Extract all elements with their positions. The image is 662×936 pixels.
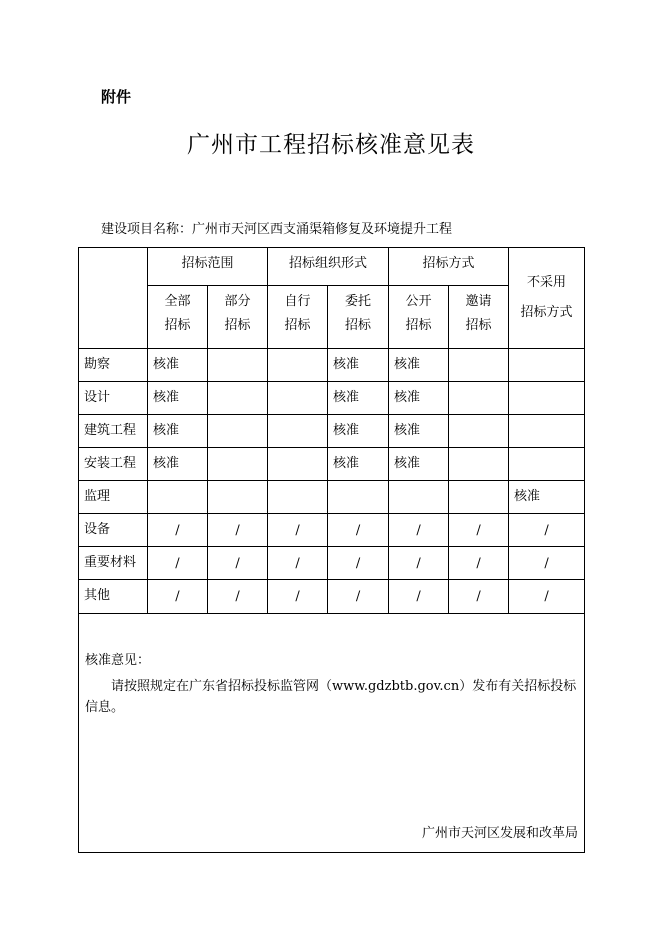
table-row <box>79 514 585 547</box>
header-no-bidding-line1: 不采用 <box>527 275 567 290</box>
table-cell: / <box>449 580 509 614</box>
table-cell: 核准 <box>389 349 449 382</box>
table-cell <box>509 448 585 481</box>
table-cell: / <box>449 514 509 547</box>
row-label: 监理 <box>79 481 148 514</box>
table-row <box>79 547 585 580</box>
table-cell: / <box>208 547 268 580</box>
table-cell: 核准 <box>389 448 449 481</box>
header-full-line2: 招标 <box>164 318 191 333</box>
table-cell: / <box>148 514 208 547</box>
table-cell <box>208 415 268 448</box>
header-invite <box>449 286 509 349</box>
table-cell: / <box>509 547 585 580</box>
header-scope: 招标范围 <box>148 248 268 286</box>
opinion-section <box>79 614 585 853</box>
table-cell: 核准 <box>509 481 585 514</box>
table-cell: 核准 <box>389 382 449 415</box>
table-cell <box>148 481 208 514</box>
table-cell <box>389 481 449 514</box>
table-cell: / <box>148 547 208 580</box>
header-full-line1: 全部 <box>164 294 191 309</box>
header-org-form: 招标组织形式 <box>268 248 389 286</box>
table-cell <box>449 481 509 514</box>
table-cell: / <box>328 514 389 547</box>
table-cell <box>509 415 585 448</box>
table-row <box>79 448 585 481</box>
header-self <box>268 286 328 349</box>
header-entrust <box>328 286 389 349</box>
approval-table <box>78 247 585 853</box>
table-cell: 核准 <box>328 415 389 448</box>
table-cell: / <box>509 580 585 614</box>
header-self-line1: 自行 <box>284 294 311 309</box>
table-cell: / <box>268 547 328 580</box>
table-cell: / <box>208 580 268 614</box>
table-row <box>79 580 585 614</box>
header-open-line1: 公开 <box>405 294 432 309</box>
header-no-bidding <box>509 248 585 349</box>
header-invite-line1: 邀请 <box>465 294 492 309</box>
project-name: 建设项目名称：广州市天河区西支涌渠箱修复及环境提升工程 <box>101 222 453 237</box>
opinion-title: 核准意见： <box>85 653 151 668</box>
header-self-line2: 招标 <box>284 318 311 333</box>
table-cell <box>449 448 509 481</box>
table-cell: / <box>509 514 585 547</box>
header-invite-line2: 招标 <box>465 318 492 333</box>
table-cell <box>509 382 585 415</box>
header-no-bidding-line2: 招标方式 <box>520 305 573 320</box>
table-cell: 核准 <box>148 349 208 382</box>
table-cell <box>268 382 328 415</box>
header-partial-line2: 招标 <box>224 318 251 333</box>
table-cell: / <box>389 580 449 614</box>
row-label: 设备 <box>79 514 148 547</box>
table-cell: / <box>449 547 509 580</box>
attachment-label: 附件 <box>101 88 132 106</box>
table-cell <box>268 349 328 382</box>
table-cell: 核准 <box>328 349 389 382</box>
table-cell <box>208 481 268 514</box>
opinion-body: 请按照规定在广东省招标投标监管网（www.gdzbtb.gov.cn）发布有关招标投标信息。 <box>85 679 577 715</box>
page-title: 广州市工程招标核准意见表 <box>187 132 475 158</box>
table-cell <box>268 481 328 514</box>
row-label: 安装工程 <box>79 448 148 481</box>
row-label: 建筑工程 <box>79 415 148 448</box>
table-cell: 核准 <box>328 382 389 415</box>
row-label: 其他 <box>79 580 148 614</box>
table-cell: 核准 <box>328 448 389 481</box>
table-cell: / <box>208 514 268 547</box>
table-cell <box>449 415 509 448</box>
row-label: 设计 <box>79 382 148 415</box>
table-cell: / <box>268 580 328 614</box>
table-cell: / <box>328 547 389 580</box>
table-cell: 核准 <box>389 415 449 448</box>
header-full <box>148 286 208 349</box>
table-row <box>79 382 585 415</box>
table-cell: 核准 <box>148 448 208 481</box>
table-cell <box>449 349 509 382</box>
corner-cell <box>79 248 148 349</box>
table-cell <box>328 481 389 514</box>
row-label: 重要材料 <box>79 547 148 580</box>
table-cell: / <box>389 547 449 580</box>
header-method: 招标方式 <box>389 248 509 286</box>
table-cell <box>268 415 328 448</box>
header-entrust-line1: 委托 <box>345 294 372 309</box>
table-cell <box>208 349 268 382</box>
table-cell: / <box>328 580 389 614</box>
header-partial <box>208 286 268 349</box>
table-cell <box>208 448 268 481</box>
table-row <box>79 349 585 382</box>
table-cell: 核准 <box>148 382 208 415</box>
table-cell: / <box>268 514 328 547</box>
header-partial-line1: 部分 <box>224 294 251 309</box>
table-cell <box>449 382 509 415</box>
header-open <box>389 286 449 349</box>
table-cell <box>208 382 268 415</box>
header-entrust-line2: 招标 <box>345 318 372 333</box>
opinion-signature: 广州市天河区发展和改革局 <box>422 826 579 841</box>
table-cell: / <box>389 514 449 547</box>
table-row <box>79 481 585 514</box>
table-cell <box>268 448 328 481</box>
row-label: 勘察 <box>79 349 148 382</box>
table-row <box>79 415 585 448</box>
table-cell: / <box>148 580 208 614</box>
table-cell: 核准 <box>148 415 208 448</box>
table-cell <box>509 349 585 382</box>
header-open-line2: 招标 <box>405 318 432 333</box>
